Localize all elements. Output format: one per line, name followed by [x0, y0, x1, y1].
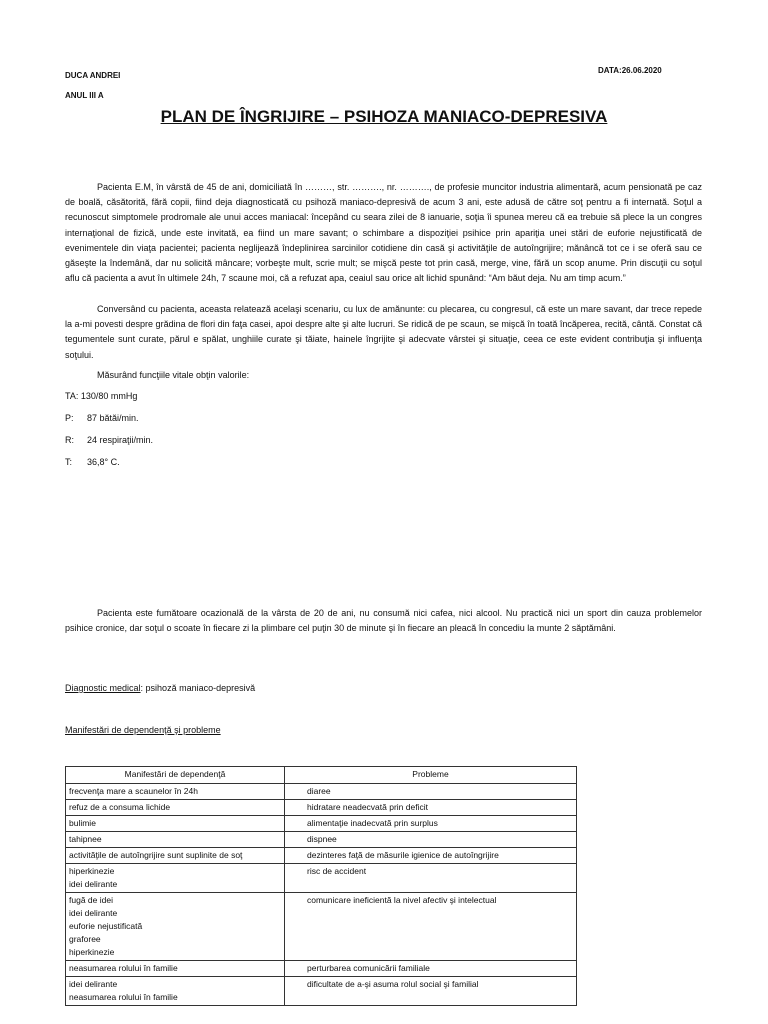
manifestare-item: fugă de idei	[69, 895, 113, 905]
study-year: ANUL III A	[65, 91, 104, 100]
cell-manifestari	[66, 816, 285, 832]
cell-probleme	[285, 832, 577, 848]
table-row	[66, 848, 577, 864]
problema-item: dispnee	[307, 834, 337, 844]
problema-item: diaree	[307, 786, 331, 796]
manifestare-item: refuz de a consuma lichide	[69, 802, 171, 812]
vital-pulse	[65, 413, 139, 423]
vital-temperature-label: T:	[65, 457, 73, 467]
vital-temperature-value: 36,8° C.	[87, 457, 120, 467]
cell-probleme	[285, 848, 577, 864]
manifestare-item: idei delirante	[69, 879, 118, 889]
header-manifestari: Manifestări de dependenţă	[66, 767, 285, 784]
vital-temperature	[65, 457, 120, 467]
case-paragraph-3: Pacienta este fumătoare ocazională de la vârsta de 20 de ani, nu consumă nici cafea, nici alcool. Nu practică nici un sport din cauza problemelor psihice cronice, dar soţul o scoate în fiecare zi la plimbare cel puţin 30 de minute şi în fiecare an pleacă în concediu la munte 2 săptămâni.	[65, 608, 702, 634]
document-date: DATA:26.06.2020	[598, 66, 662, 75]
vital-respiration-value: 24 respiraţii/min.	[87, 435, 154, 445]
problema-item: dificultate de a-şi asuma rolul social şi familial	[307, 979, 479, 989]
cell-probleme	[285, 800, 577, 816]
cell-probleme	[285, 961, 577, 977]
diagnosis-label: Diagnostic medical	[65, 683, 141, 693]
table-row	[66, 832, 577, 848]
manifestare-item: bulimie	[69, 818, 96, 828]
vital-pulse-label: P:	[65, 413, 74, 423]
manifestare-item: euforie nejustificată	[69, 921, 143, 931]
cell-manifestari	[66, 864, 285, 893]
case-paragraph-1: Pacienta E.M, în vârstă de 45 de ani, domiciliată în ………, str. ………., nr. ………., de profesie muncitor industria alimentară, acum pensionată pe caz de boală, căsătorită, fără copii, fiind deja diagnosticată cu psihoză maniaco-depresivă de acum 3 ani, este adusă de către soţ pentru a fi internată. Soţul a recunoscut simptomele prodromale ale unui acces maniacal: începând cu seara zilei de 8 ianuarie, soţia îi spunea mereu că ea trebuie să plece la un congres internaţional de fizică, unde este invitată, ea fiind un mare savant; o schimbare a dispoziţiei psihice prin apariţia unei stări de euforie nejustificată de evenimentele din viaţa pacientei; pacienta neglijează îndeplinirea sarcinilor cotidiene din casă şi activităţile de autoîngrijire; mănâncă tot ce i se oferă sau ce găseşte la îndemână, dar nu solicită mâncare; vorbeşte mult, scrie mult; se mişcă peste tot prin casă, merge, vine, fără un scop anume. Prin discuţii cu soţul aflu că pacienta a avut în ultimele 24h, 7 scaune moi, că a refuzat apa, ceaiul sau orice alt lichid spunând: “Am băut deja. Nu am timp acum.”	[65, 182, 702, 284]
manifestare-item: frecvenţa mare a scaunelor în 24h	[69, 786, 198, 796]
cell-manifestari	[66, 977, 285, 1006]
vitals-intro: Măsurând funcţiile vitale obţin valorile:	[97, 370, 250, 380]
cell-manifestari	[66, 784, 285, 800]
table-row	[66, 784, 577, 800]
section-title: Manifestări de dependenţă şi probleme	[65, 725, 221, 735]
manifestare-item: idei delirante	[69, 908, 118, 918]
table-row	[66, 800, 577, 816]
problema-item: risc de accident	[307, 866, 367, 876]
cell-probleme	[285, 977, 577, 1006]
cell-probleme	[285, 864, 577, 893]
table-row	[66, 977, 577, 1006]
manifestare-item: tahipnee	[69, 834, 102, 844]
table-row	[66, 893, 577, 961]
cell-manifestari	[66, 848, 285, 864]
manifestare-item: idei delirante	[69, 979, 118, 989]
cell-manifestari	[66, 832, 285, 848]
vital-respiration-label: R:	[65, 435, 74, 445]
problema-item: dezinteres faţă de măsurile igienice de autoîngrijire	[307, 850, 499, 860]
table-header-row	[66, 767, 577, 784]
case-paragraph-2: Conversând cu pacienta, aceasta relatează acelaşi scenariu, cu lux de amănunte: cu plecarea, cu congresul, că este un mare savant, dar trece repede la a-mi povesti despre grădina de flori din faţa casei, apoi despre alte şi alte lucruri. Se ridică de pe scaun, se mişcă în toată încăperea, recită, cântă. Constat că tegumentele sunt curate, părul e spălat, unghiile curate şi tăiate, hainele îngrijite şi adecvate vârstei şi situaţie, ceea ce este evident contribuţia şi influenţa soţului.	[65, 304, 702, 360]
document-title: PLAN DE ÎNGRIJIRE – PSIHOZA MANIACO-DEPRESIVA	[160, 107, 608, 126]
cell-manifestari	[66, 961, 285, 977]
manifestare-item: hiperkinezie	[69, 947, 115, 957]
diagnosis-value: : psihoză maniaco-depresivă	[140, 683, 256, 693]
manifestare-item: activităţile de autoîngrijire sunt suplinite de soţ	[69, 850, 243, 860]
manifestare-item: graforee	[69, 934, 101, 944]
table-row	[66, 816, 577, 832]
manifestare-item: neasumarea rolului în familie	[69, 963, 178, 973]
student-name: DUCA ANDREI	[65, 71, 121, 80]
vital-pulse-value: 87 bătăi/min.	[87, 413, 139, 423]
problema-item: perturbarea comunicării familiale	[307, 963, 430, 973]
header-left	[65, 66, 120, 106]
vital-respiration	[65, 435, 153, 445]
problema-item: alimentaţie inadecvată prin surplus	[307, 818, 438, 828]
manifestare-item: hiperkinezie	[69, 866, 115, 876]
table-row	[66, 961, 577, 977]
table-row	[66, 864, 577, 893]
problema-item: hidratare neadecvată prin deficit	[307, 802, 428, 812]
cell-manifestari	[66, 800, 285, 816]
cell-probleme	[285, 784, 577, 800]
medical-diagnosis	[65, 683, 255, 693]
cell-manifestari	[66, 893, 285, 961]
dependency-table	[65, 766, 577, 1006]
cell-probleme	[285, 816, 577, 832]
header-probleme: Probleme	[285, 767, 577, 784]
cell-probleme	[285, 893, 577, 961]
vital-ta: TA: 130/80 mmHg	[65, 391, 138, 401]
manifestare-item: neasumarea rolului în familie	[69, 992, 178, 1002]
problema-item: comunicare ineficientă la nivel afectiv şi intelectual	[307, 895, 497, 905]
